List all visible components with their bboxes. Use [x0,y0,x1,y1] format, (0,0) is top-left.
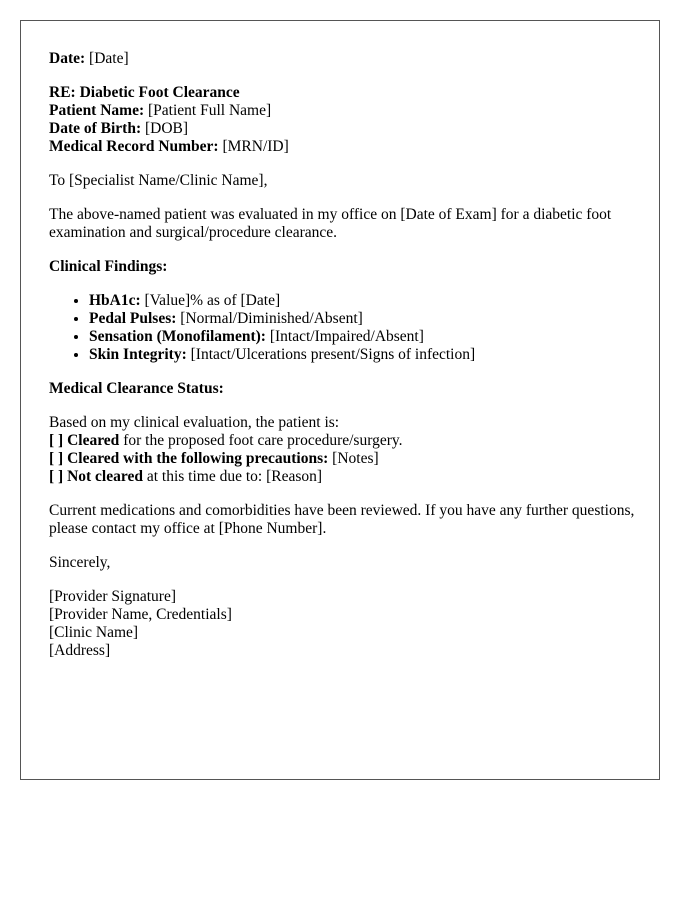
clearance-option-value: at this time due to: [Reason] [146,468,323,485]
finding-label: Pedal Pulses: [89,310,177,327]
signature-block [49,588,639,660]
finding-label: HbA1c: [89,292,141,309]
salutation: To [Specialist Name/Clinic Name], [49,172,268,189]
clearance-option-value: for the proposed foot care procedure/surgery. [123,432,403,449]
letter-content [49,50,639,676]
clearance-option-cleared [49,432,639,450]
letter-page [20,20,660,780]
clearance-option-precautions [49,450,639,468]
dob-line [49,120,639,138]
clearance-block [49,414,639,486]
provider-signature: [Provider Signature] [49,588,176,605]
intro-paragraph: The above-named patient was evaluated in my office on [Date of Exam] for a diabetic foot examination and surgical/procedure clearance. [49,206,612,241]
date-line [49,50,639,68]
finding-item-sensation [89,328,639,346]
findings-heading-text: Clinical Findings: [49,258,168,275]
patient-name-label: Patient Name: [49,102,145,119]
clearance-option-label: [ ] Cleared [49,432,120,449]
patient-name-line [49,102,639,120]
signoff: Sincerely, [49,554,111,571]
dob-value: [DOB] [145,120,189,137]
date-value: [Date] [89,50,129,67]
findings-heading [49,258,639,276]
finding-label: Skin Integrity: [89,346,187,363]
re-line: RE: Diabetic Foot Clearance [49,84,240,101]
clearance-option-not-cleared [49,468,639,486]
mrn-label: Medical Record Number: [49,138,219,155]
finding-item-hba1c [89,292,639,310]
finding-item-skin-integrity [89,346,639,364]
date-label: Date: [49,50,86,67]
finding-value: [Intact/Ulcerations present/Signs of infection] [190,346,476,363]
clearance-option-label: [ ] Cleared with the following precautions: [49,450,329,467]
clearance-intro: Based on my clinical evaluation, the patient is: [49,414,340,431]
clearance-heading-text: Medical Clearance Status: [49,380,224,397]
mrn-line [49,138,639,156]
clinic-name: [Clinic Name] [49,624,139,641]
clearance-heading [49,380,639,398]
finding-value: [Intact/Impaired/Absent] [269,328,424,345]
finding-label: Sensation (Monofilament): [89,328,266,345]
findings-list [49,292,639,364]
finding-value: [Value]% as of [Date] [144,292,281,309]
finding-value: [Normal/Diminished/Absent] [180,310,363,327]
closing-paragraph: Current medications and comorbidities have been reviewed. If you have any further questions, please contact my office at [Phone Number]. [49,502,635,537]
clearance-option-label: [ ] Not cleared [49,468,143,485]
finding-item-pedal-pulses [89,310,639,328]
dob-label: Date of Birth: [49,120,142,137]
provider-name: [Provider Name, Credentials] [49,606,232,623]
patient-header-block [49,84,639,156]
mrn-value: [MRN/ID] [222,138,289,155]
clearance-option-value: [Notes] [332,450,379,467]
patient-name-value: [Patient Full Name] [148,102,272,119]
clinic-address: [Address] [49,642,111,659]
